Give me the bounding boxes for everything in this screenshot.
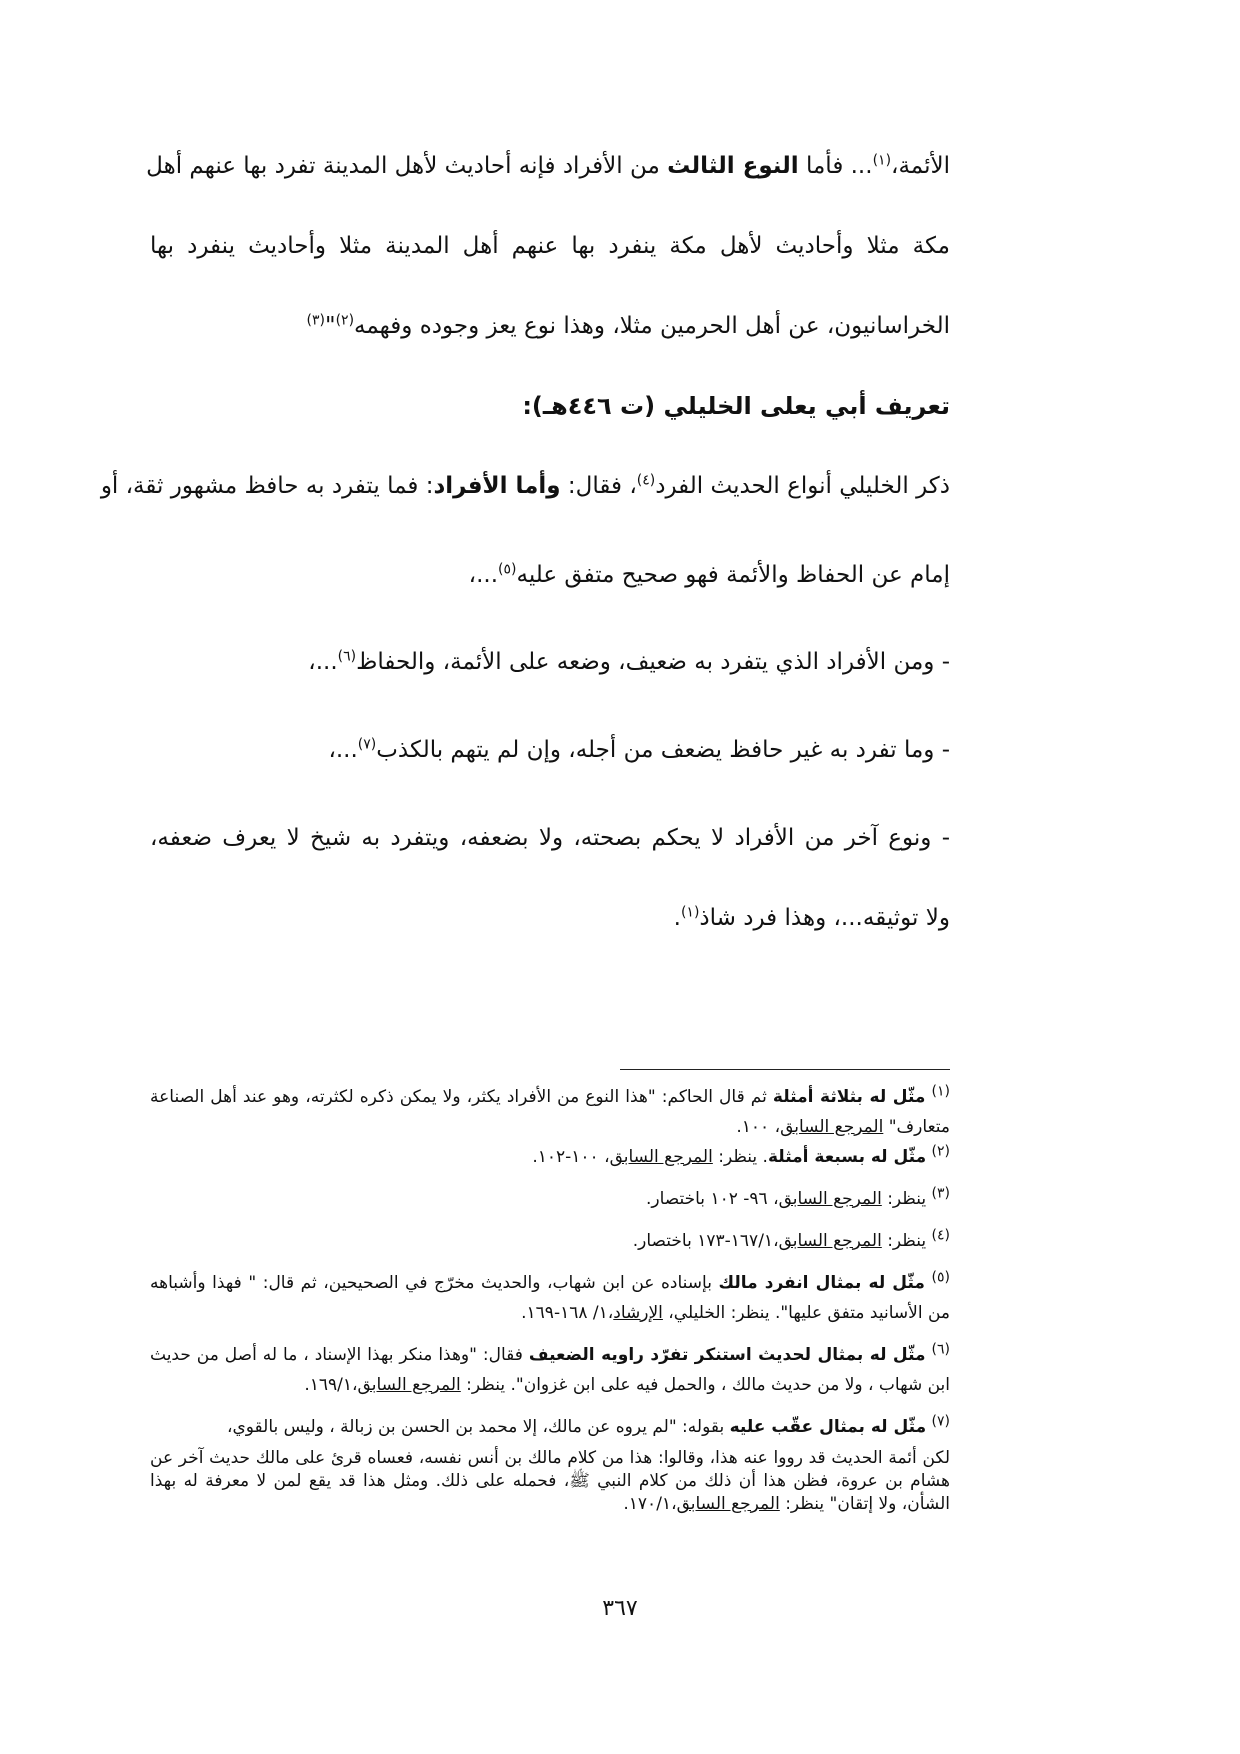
footnote-separator xyxy=(620,1069,950,1070)
section-heading: تعريف أبي يعلى الخليلي (ت ٤٤٦هـ): xyxy=(522,392,950,420)
list-item-2: - وما تفرد به غير حافظ يضعف من أجله، وإن لم يتهم بالكذب$^{(٧)}$...، xyxy=(328,736,950,763)
footnote-5: $^{(٥)}$ مثّل له بمثال انفرد مالك بإسناده عن ابن شهاب، والحديث مخرّج في الصحيحين، ثم قال: " فهذا وأشباهه من الأسانيد متفق عليها". ينظر: الخليلي، الإرشاد،١/ ١٦٨-١٦٩. xyxy=(150,1269,950,1323)
footnote-3: $^{(٣)}$ ينظر: المرجع السابق، ٩٦- ١٠٢ باختصار. xyxy=(645,1185,950,1209)
list-item-3-line-1: - ونوع آخر من الأفراد لا يحكم بصحته، ولا بضعفه، ويتفرد به شيخ لا يعرف ضعفه، xyxy=(150,825,950,851)
paragraph-1-line-1: ذكر الخليلي أنواع الحديث الفرد$^{(٤)}$، فقال: وأما الأفراد: فما يتفرد به حافظ مشهور ثقة، أو xyxy=(100,472,950,499)
footnote-2: $^{(٢)}$ مثّل له بسبعة أمثلة. ينظر: المرجع السابق، ١٠٠-١٠٢. xyxy=(532,1143,950,1167)
body-line-3: الخراسانيون، عن أهل الحرمين مثلا، وهذا نوع يعز وجوده وفهمه$^{(٢)}$"$^{(٣)}$ xyxy=(306,312,950,339)
footnote-7-continuation: لكن أئمة الحديث قد رووا عنه هذا، وقالوا: هذا من كلام مالك بن أنس نفسه، فعساه قرئ على مالك حديث آخر عن هشام بن عروة، فظن هذا أن ذلك من كلام النبي ﷺ، فحمله على ذلك. ومثل هذا قد يقع لمن لا معرفة له بهذا الشأن، ولا إتقان" ينظر: المرجع السابق،١٧٠/١. xyxy=(150,1448,950,1514)
list-item-1: - ومن الأفراد الذي يتفرد به ضعيف، وضعه على الأئمة، والحفاظ$^{(٦)}$...، xyxy=(308,648,950,675)
footnote-4: $^{(٤)}$ ينظر: المرجع السابق،١٦٧/١-١٧٣ باختصار. xyxy=(632,1227,950,1251)
body-line-2: مكة مثلا وأحاديث لأهل مكة ينفرد بها عنهم أهل المدينة مثلا وأحاديث ينفرد بها xyxy=(150,233,950,259)
body-line-1: الأئمة،$^{(١)}$... فأما النوع الثالث من الأفراد فإنه أحاديث لأهل المدينة تفرد بها عنهم أهل xyxy=(146,152,950,179)
footnote-1: $^{(١)}$ مثّل له بثلاثة أمثلة ثم قال الحاكم: "هذا النوع من الأفراد يكثر، ولا يمكن ذكره لكثرته، وهو عند أهل الصناعة متعارف" المرجع السابق، ١٠٠. xyxy=(150,1083,950,1137)
footnote-7: $^{(٧)}$ مثّل له بمثال عقّب عليه بقوله: "لم يروه عن مالك، إلا محمد بن الحسن بن زبالة ، وليس بالقوي، xyxy=(226,1413,950,1437)
paragraph-1-line-2: إمام عن الحفاظ والأئمة فهو صحيح متفق عليه$^{(٥)}$...، xyxy=(468,561,950,588)
page-number: ٣٦٧ xyxy=(602,1596,638,1621)
list-item-3-line-2: ولا توثيقه...، وهذا فرد شاذ$^{(١)}$. xyxy=(673,904,950,931)
footnote-6: $^{(٦)}$ مثّل له بمثال لحديث استنكر تفرّد راويه الضعيف فقال: "وهذا منكر بهذا الإسناد ، ما له أصل من حديث ابن شهاب ، ولا من حديث مالك ، والحمل فيه على ابن غزوان". ينظر: المرجع السابق،١٦٩/١. xyxy=(150,1341,950,1395)
